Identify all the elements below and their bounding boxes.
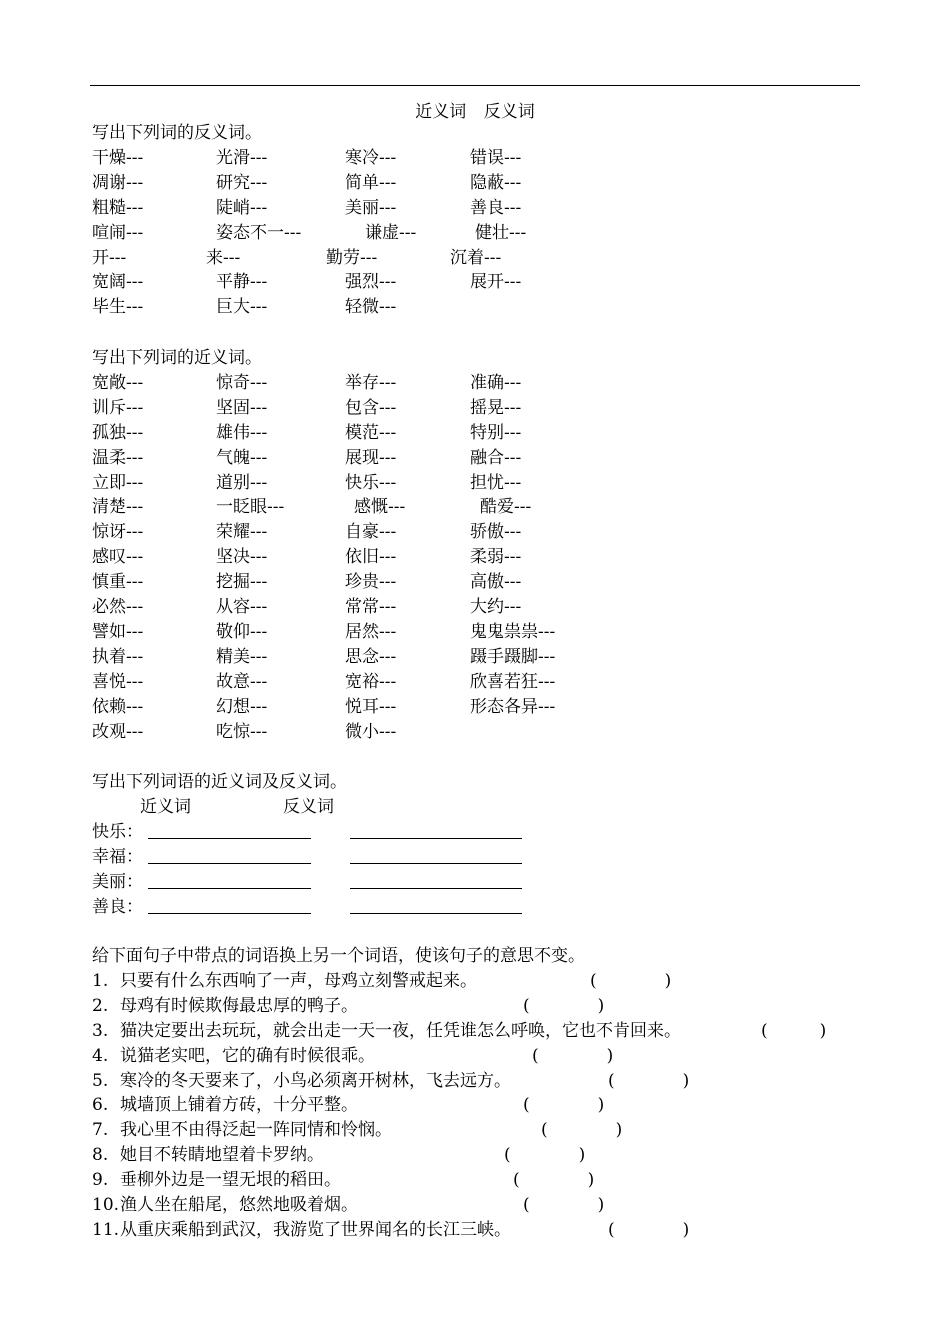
synonym-word: 大约--- [470,597,522,617]
antonym-word: 巨大--- [216,297,268,318]
column-antonym-label: 反义词 [283,796,334,817]
antonym-word: 喧闹--- [92,222,144,243]
synonym-word: 慎重--- [92,572,144,593]
antonym-blank [350,838,522,839]
item-number: 9. [92,1170,109,1191]
synonym-word: 坚决--- [216,547,268,568]
synonym-blank [148,888,311,889]
answer-parentheses: ( ) [590,970,672,991]
antonym-word: 毕生--- [92,297,144,318]
synonym-word: 荣耀--- [216,522,268,543]
page-title [0,97,950,122]
antonym-word: 姿态不一--- [216,222,302,243]
item-sentence: 从重庆乘船到武汉，我游览了世界闻名的长江三峡。 [120,1219,511,1240]
antonym-word: 轻微--- [345,297,397,318]
item-sentence: 寒冷的冬天要来了，小鸟必须离开树林，飞去远方。 [120,1070,511,1091]
answer-parentheses: ( ) [513,1170,595,1191]
item-number: 6. [92,1095,109,1116]
synonym-word: 宽裕--- [345,671,397,692]
synonym-word: 摇晃--- [470,397,522,418]
synonym-word: 坚固--- [216,397,268,418]
synonym-word: 清楚--- [92,497,144,518]
item-number: 7. [92,1120,109,1141]
synonym-word: 举存--- [345,372,397,393]
antonym-word: 强烈--- [345,272,397,293]
antonym-word: 健壮--- [475,222,527,243]
antonym-word: 凋谢--- [92,172,144,193]
item-number: 5. [92,1070,109,1091]
synonym-word: 感叹--- [92,547,144,568]
item-sentence: 说猫老实吧，它的确有时候很乖。 [120,1045,375,1066]
antonym-word: 沉着--- [450,247,502,268]
synonym-word: 一眨眼--- [216,497,285,518]
synonym-word: 酷爱--- [480,497,532,518]
synonym-word: 道别--- [216,472,268,493]
synonym-word: 微小--- [345,721,397,742]
antonym-word: 开--- [92,247,127,268]
item-sentence: 我心里不由得泛起一阵同情和怜悯。 [120,1120,392,1141]
antonym-word: 光滑--- [216,147,268,168]
synonym-word: 快乐--- [345,472,397,493]
synonym-word: 挖掘--- [216,572,268,593]
antonym-blank [350,888,522,889]
item-sentence: 猫决定要出去玩玩，就会出走一天一夜，任凭谁怎么呼唤，它也不肯回来。 [120,1020,681,1041]
antonym-word: 错误--- [470,147,522,168]
item-number: 3. [92,1020,109,1041]
antonym-heading: 写出下列词的反义词。 [92,123,262,143]
both-heading: 写出下列词语的近义词及反义词。 [92,772,347,792]
synonym-word: 温柔--- [92,447,144,468]
synonym-word: 欣喜若狂--- [470,671,556,692]
synonym-word: 特别--- [470,422,522,443]
item-sentence: 只要有什么东西响了一声，母鸡立刻警戒起来。 [120,970,477,991]
synonym-word: 准确--- [470,372,522,393]
answer-parentheses: ( ) [541,1120,623,1141]
item-sentence: 垂柳外边是一望无垠的稻田。 [120,1170,341,1191]
answer-parentheses: ( ) [523,995,605,1016]
synonym-word: 柔弱--- [470,547,522,568]
antonym-word: 展开--- [470,272,522,293]
synonym-word: 蹑手蹑脚--- [470,646,556,667]
synonym-word: 悦耳--- [345,696,397,717]
title-synonym: 近义词 [415,102,467,122]
item-sentence: 城墙顶上铺着方砖，十分平整。 [120,1095,358,1116]
synonym-word: 改观--- [92,721,144,742]
synonym-word: 珍贵--- [345,572,397,593]
answer-parentheses: ( ) [761,1020,827,1041]
synonym-word: 担忧--- [470,472,522,493]
synonym-word: 居然--- [345,621,397,642]
synonym-word: 鬼鬼祟祟--- [470,621,556,642]
antonym-word: 勤劳--- [326,247,378,268]
header-rule [90,85,860,86]
synonym-word: 依赖--- [92,696,144,717]
synonym-word: 自豪--- [345,522,397,543]
item-number: 11. [92,1219,120,1240]
antonym-word: 平静--- [216,272,268,293]
synonym-word: 骄傲--- [470,522,522,543]
column-synonym-label: 近义词 [140,796,191,817]
item-sentence: 她目不转睛地望着卡罗纳。 [120,1145,324,1166]
answer-parentheses: ( ) [523,1195,605,1215]
antonym-word: 研究--- [216,172,268,193]
synonym-word: 从容--- [216,597,268,617]
synonym-word: 惊奇--- [216,372,268,393]
answer-parentheses: ( ) [523,1095,605,1116]
answer-parentheses: ( ) [532,1045,614,1066]
item-sentence: 母鸡有时候欺侮最忠厚的鸭子。 [120,995,358,1016]
synonym-word: 形态各异--- [470,696,556,717]
item-number: 1. [92,970,109,991]
antonym-blank [350,913,522,914]
both-word: 幸福： [92,846,143,867]
synonym-word: 依旧--- [345,547,397,568]
answer-parentheses: ( ) [504,1145,586,1166]
synonym-word: 常常--- [345,597,397,617]
synonym-word: 宽敞--- [92,372,144,393]
answer-parentheses: ( ) [608,1070,690,1091]
synonym-word: 融合--- [470,447,522,468]
synonym-word: 幻想--- [216,696,268,717]
synonym-word: 展现--- [345,447,397,468]
both-word: 善良： [92,896,143,917]
synonym-word: 模范--- [345,422,397,443]
synonym-word: 执着--- [92,646,144,667]
synonym-blank [148,863,311,864]
antonym-word: 简单--- [345,172,397,193]
antonym-word: 干燥--- [92,147,144,168]
synonym-word: 雄伟--- [216,422,268,443]
synonym-word: 包含--- [345,397,397,418]
antonym-word: 宽阔--- [92,272,144,293]
synonym-word: 训斥--- [92,397,144,418]
synonym-word: 思念--- [345,646,397,667]
both-word: 快乐： [92,821,143,842]
antonym-word: 粗糙--- [92,197,144,218]
item-sentence: 渔人坐在船尾，悠然地吸着烟。 [120,1195,358,1215]
synonym-word: 喜悦--- [92,671,144,692]
replace-heading: 给下面句子中带点的词语换上另一个词语，使该句子的意思不变。 [92,946,585,966]
synonym-word: 吃惊--- [216,721,268,742]
title-antonym: 反义词 [483,102,535,122]
synonym-word: 立即--- [92,472,144,493]
antonym-word: 寒冷--- [345,147,397,168]
synonym-word: 必然--- [92,597,144,617]
item-number: 2. [92,995,109,1016]
synonym-word: 气魄--- [216,447,268,468]
synonym-word: 感慨--- [354,497,406,518]
synonym-word: 敬仰--- [216,621,268,642]
both-word: 美丽： [92,871,143,892]
antonym-word: 善良--- [470,197,522,218]
synonym-heading: 写出下列词的近义词。 [92,348,262,368]
item-number: 4. [92,1045,109,1066]
synonym-word: 譬如--- [92,621,144,642]
synonym-word: 孤独--- [92,422,144,443]
item-number: 10. [92,1195,120,1215]
synonym-blank [148,913,311,914]
item-number: 8. [92,1145,109,1166]
antonym-word: 谦虚--- [365,222,417,243]
synonym-word: 惊讶--- [92,522,144,543]
antonym-word: 来--- [206,247,241,268]
antonym-word: 隐蔽--- [470,172,522,193]
synonym-word: 故意--- [216,671,268,692]
answer-parentheses: ( ) [608,1219,690,1240]
antonym-blank [350,863,522,864]
synonym-word: 高傲--- [470,572,522,593]
antonym-word: 陡峭--- [216,197,268,218]
synonym-word: 精美--- [216,646,268,667]
synonym-blank [148,838,311,839]
antonym-word: 美丽--- [345,197,397,218]
